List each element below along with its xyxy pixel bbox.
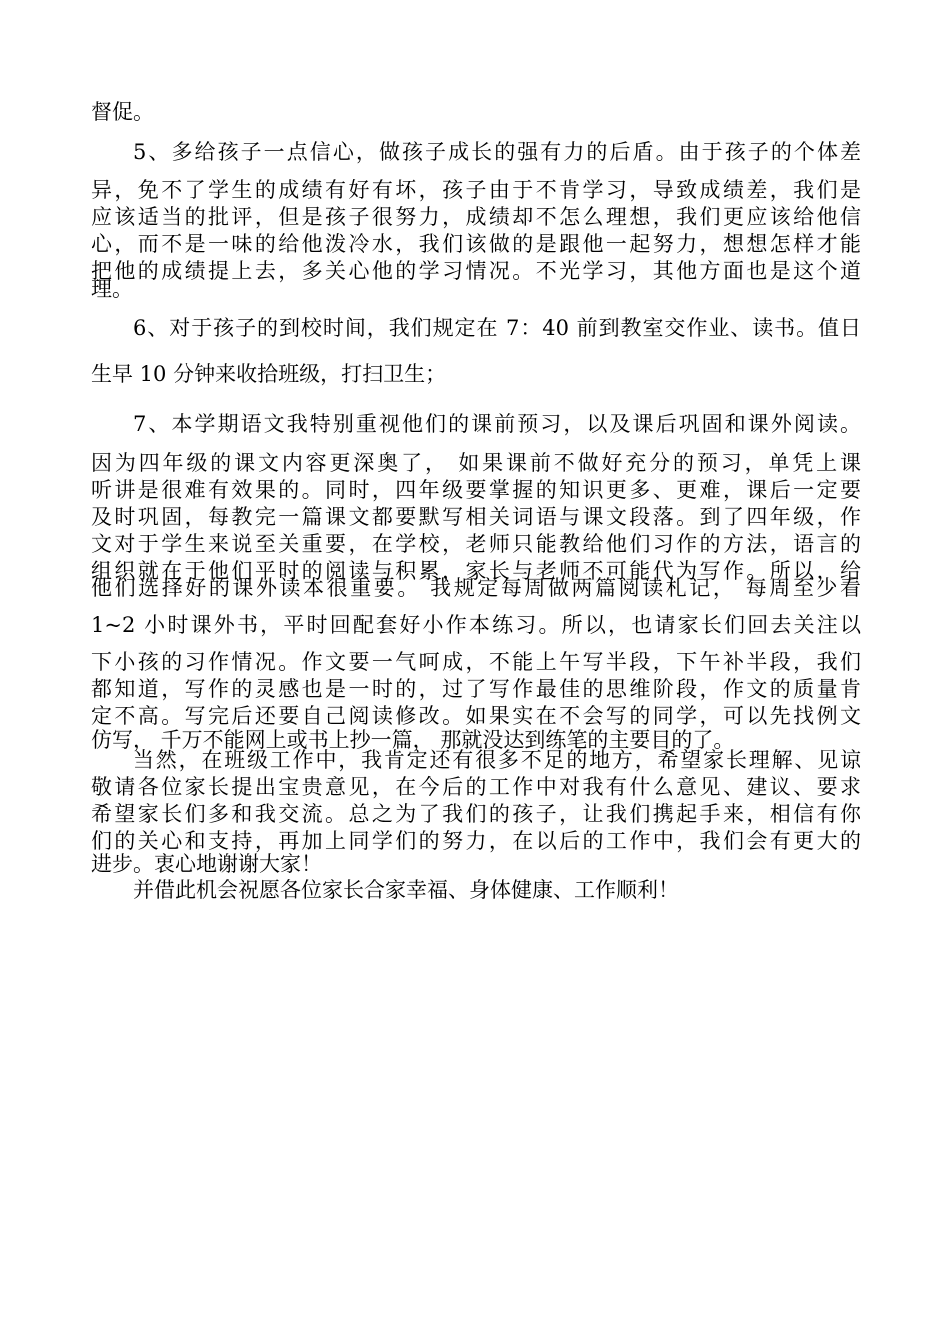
- text-line: 希望家长们多和我交流。总之为了我们的孩子，让我们携起手来，相信有你: [91, 802, 861, 826]
- text-line: 异，免不了学生的成绩有好有坏，孩子由于不肯学习，导致成绩差，我们是: [91, 178, 861, 202]
- text-line: 应该适当的批评，但是孩子很努力，成绩却不怎么理想，我们更应该给他信: [91, 205, 861, 229]
- text-line: 1~2 小时课外书，平时回配套好小作本练习。所以，也请家长们回去关注以: [91, 613, 861, 637]
- text-line: 进步。衷心地谢谢大家！: [91, 852, 322, 876]
- closing-paragraph-first-line: 当然，在班级工作中，我肯定还有很多不足的地方，希望家长理解、见谅: [133, 748, 861, 772]
- text-line: 理。: [91, 277, 133, 301]
- text-line: 组织就在于他们平时的阅读与积累，家长与老师不可能代为写作。所以，给: [91, 559, 861, 583]
- text-line: 心，而不是一味的给他泼冷水，我们该做的是跟他一起努力，想想怎样才能: [91, 232, 861, 256]
- text-line: 都知道，写作的灵感也是一时的，过了写作最佳的思维阶段，作文的质量肯: [91, 677, 861, 701]
- text-line: 敬请各位家长提出宝贵意见，在今后的工作中对我有什么意见、建议、要求: [91, 775, 861, 799]
- paragraph-5-first-line: 5、多给孩子一点信心，做孩子成长的强有力的后盾。由于孩子的个体差: [133, 140, 861, 164]
- text-line: 督促。: [91, 100, 154, 124]
- paragraph-6-first-line: 6、对于孩子的到校时间，我们规定在 7：40 前到教室交作业、读书。值日: [133, 316, 861, 340]
- text-line: 定不高。写完后还要自己阅读修改。如果实在不会写的同学，可以先找例文: [91, 704, 861, 728]
- text-line: 下小孩的习作情况。作文要一气呵成，不能上午写半段，下午补半段，我们: [91, 650, 861, 674]
- text-line: 因为四年级的课文内容更深奥了， 如果课前不做好充分的预习，单凭上课: [91, 451, 861, 475]
- text-line: 把他的成绩提上去，多关心他的学习情况。不光学习，其他方面也是这个道: [91, 259, 861, 283]
- text-line: 他们选择好的课外读本很重要。 我规定每周做两篇阅读札记， 每周至少看: [91, 576, 861, 600]
- text-line: 听讲是很难有效果的。同时，四年级要掌握的知识更多、更难，课后一定要: [91, 478, 861, 502]
- text-line: 仿写， 千万不能网上或书上抄一篇， 那就没达到练笔的主要目的了。: [91, 728, 735, 752]
- text-line: 及时巩固，每教完一篇课文都要默写相关词语与课文段落。到了四年级，作: [91, 505, 861, 529]
- text-line: 们的关心和支持，再加上同学们的努力，在以后的工作中，我们会有更大的: [91, 829, 861, 853]
- text-line: 文对于学生来说至关重要，在学校，老师只能教给他们习作的方法，语言的: [91, 532, 861, 556]
- final-wishes-line: 并借此机会祝愿各位家长合家幸福、身体健康、工作顺利！: [133, 878, 679, 902]
- paragraph-7-first-line: 7、本学期语文我特别重视他们的课前预习，以及课后巩固和课外阅读。: [133, 412, 861, 436]
- text-line: 生早 10 分钟来收拾班级，打扫卫生；: [91, 362, 447, 386]
